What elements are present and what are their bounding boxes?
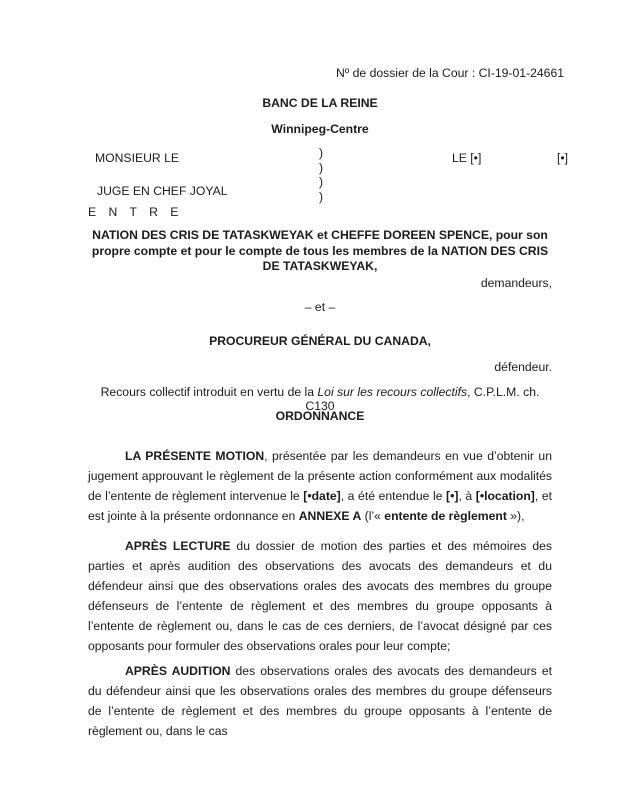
court-name: BANC DE LA REINE (262, 96, 378, 110)
proceeding-statute-line: Recours collectif introduit en vertu de la Loi sur les recours collectifs, C.P.L.M. ch. C130 (100, 385, 540, 413)
hearing-bullet-placeholder: [•] (557, 151, 569, 165)
plaintiffs-role: demandeurs, (480, 276, 552, 290)
plaintiffs-name: NATION DES CRIS DE TATASKWEYAK et CHEFFE DOREEN SPENCE, pour son propre compte et pour le compte de tous les membres de la NATION DES CRIS DE TATASKWEYAK, (91, 228, 549, 273)
court-file-number: Nº de dossier de la Cour : CI-19-01-24661 (335, 66, 564, 80)
defendant-role: défendeur. (494, 360, 552, 374)
party-separator: – et – (304, 300, 336, 314)
order-paragraph-motion: LA PRÉSENTE MOTION, présentée par les demandeurs en vue d’obtenir un jugement approuvant le règlement de la présente action conformément aux modalités de l’entente de règlement intervenue le [•date], a été entendue le [•], à [•location], et est jointe à la présente ordonnance en ANNEXE A (l’« entente de règlement »), (88, 449, 553, 524)
order-paragraph-apres-audition: APRÈS AUDITION des observations orales des avocats des demandeurs et du défendeur ainsi que les observations orales des membres du groupe défenseurs de l’entente de règlement et des membres du groupe opposants à l’entente de règlement ou, dans le cas (88, 664, 552, 739)
paren-column (319, 146, 323, 204)
paren-line: ) (319, 189, 324, 204)
paren-line: ) (319, 175, 324, 190)
judge-name-line: JUGE EN CHEF JOYAL (97, 184, 228, 198)
order-title: ORDONNANCE (275, 409, 365, 423)
paren-line: ) (319, 160, 324, 175)
court-district: Winnipeg-Centre (271, 122, 369, 136)
hearing-date-placeholder: LE [•] (452, 151, 482, 165)
paren-line: ) (319, 146, 324, 160)
judge-title-line: MONSIEUR LE (95, 151, 179, 165)
defendant-name: PROCUREUR GÉNÉRAL DU CANADA, (209, 334, 431, 348)
order-paragraph-apres-lecture: APRÈS LECTURE du dossier de motion des parties et des mémoires des parties et après audition des observations des avocats des demandeurs et du défendeur ainsi que des observations orales des avocats des membres du groupe défenseurs de l’entente de règlement et des membres du groupe opposants à l’entente de règlement ou, dans le cas de ces derniers, de l’avocat désigné par ces opposants pour formuler des observations orales pour leur compte; (88, 539, 552, 654)
entre-label: E N T R E (88, 205, 183, 219)
